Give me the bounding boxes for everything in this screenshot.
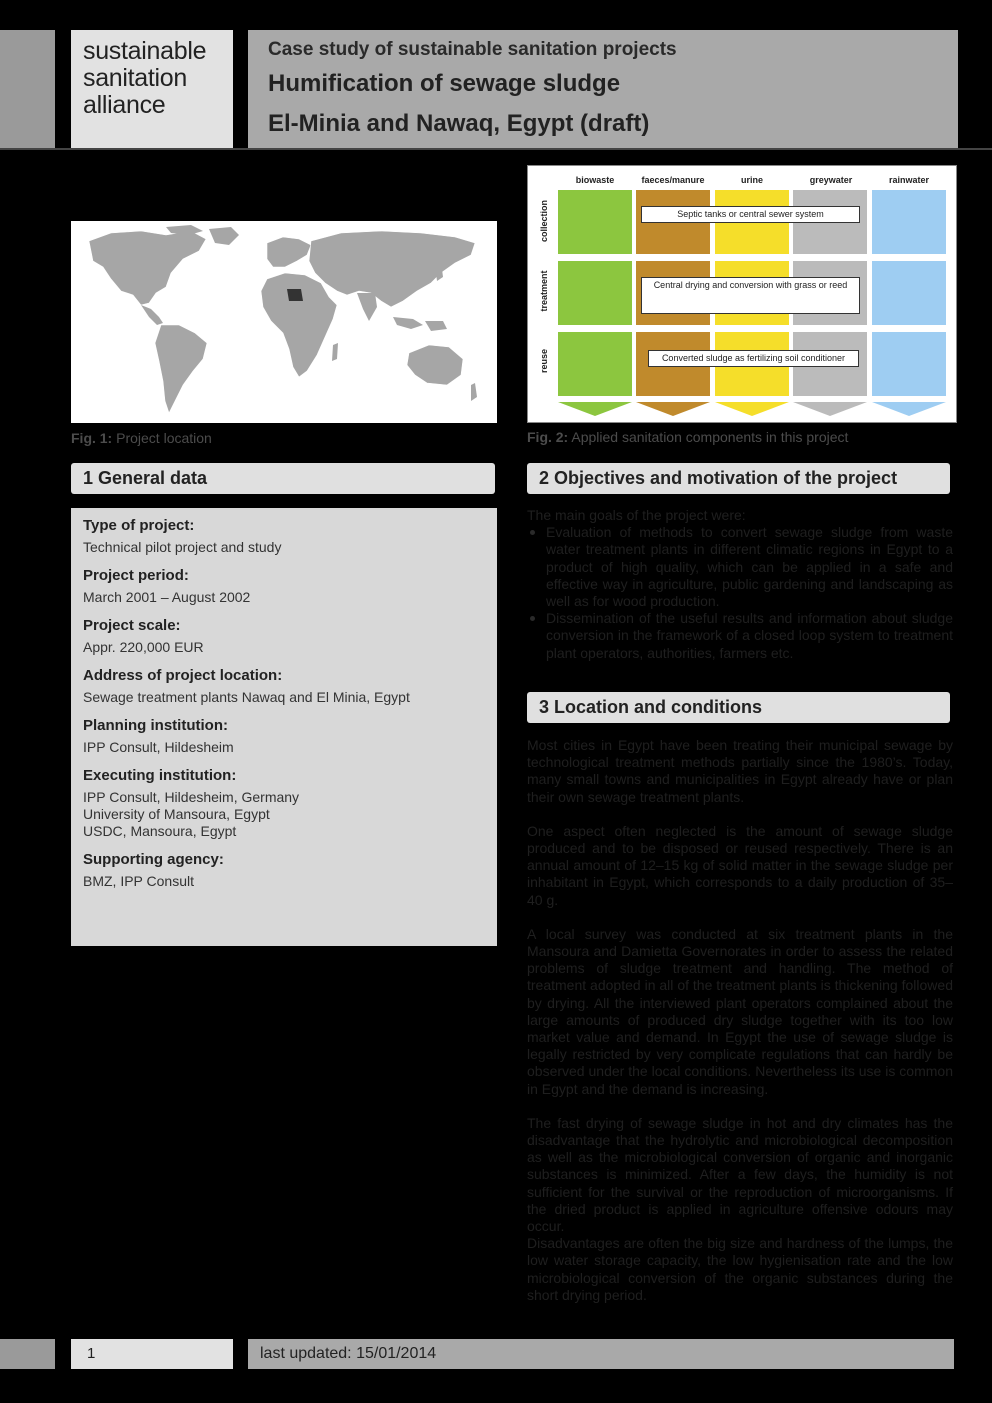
executing-institution-label: Executing institution: (83, 767, 237, 784)
type-of-project-value: Technical pilot project and study (83, 539, 282, 555)
arrow-urine-icon (715, 402, 789, 416)
row-treatment: treatment (539, 270, 549, 312)
project-scale-label: Project scale: (83, 617, 181, 634)
row-collection: collection (539, 200, 549, 243)
logo-line-1: sustainable (83, 37, 207, 65)
sanitation-components-diagram (527, 165, 957, 423)
section-2-intro: The main goals of the project were: (527, 507, 746, 523)
section-3-paragraph: A local survey was conducted at six treatment plants in the Mansoura and Damietta Governorates in order to assess the related problems of sludge treatment and handling. The method of treatment adopted in all of the treatment plants is thickening followed by drying. All the interviewed plant operators complained about the large amounts of produced dry sludge together with its too low market value and demand. In Egypt the use of sewage sludge is legally restricted by very complicate regulations that can hardly be observed under the local conditions. Nevertheless its use is common in Egypt and the demand is increasing. (527, 925, 953, 1097)
arrow-rainwater-icon (872, 402, 946, 416)
supporting-agency-label: Supporting agency: (83, 851, 224, 868)
list-item: Dissemination of the useful results and information about sludge conversion in the framework of a closed loop system to treatment plant operators, authorities, farmers etc. (527, 610, 953, 662)
general-data-item (83, 766, 485, 840)
logo-line-2: sanitation (83, 64, 188, 92)
document-location-title: El-Minia and Nawaq, Egypt (draft) (268, 110, 650, 137)
list-item: Evaluation of methods to convert sewage sludge from waste water treatment plants in different climatic regions in Egypt to a product of high quality, which can be applied in a safe and effective way in agriculture, public gardening and landscaping as well as for wood production. (527, 524, 953, 610)
ssa-logo (71, 30, 233, 148)
objectives-list (527, 524, 953, 662)
label-collection: Septic tanks or central sewer system (641, 206, 860, 223)
column-greywater: greywater (809, 175, 853, 185)
logo-line-3: alliance (83, 91, 166, 119)
figure-2-prefix: Fig. 2: (527, 429, 569, 445)
general-data-item (83, 566, 485, 606)
cell-biowaste-collection (558, 190, 632, 254)
label-treatment: Central drying and conversion with grass or reed (641, 277, 860, 314)
section-3-paragraph: Disadvantages are often the big size and hardness of the lumps, the low water storage capacity, the low hygienisation rate and the low microbiological conversion of the organic substances during the short drying period. (527, 1235, 953, 1303)
document-subtitle: Case study of sustainable sanitation projects (268, 39, 677, 60)
section-3-heading: 3 Location and conditions (527, 692, 950, 723)
column-urine: urine (740, 175, 763, 185)
cell-biowaste-reuse (558, 332, 632, 396)
egypt-highlight (287, 289, 303, 301)
column-rainwater: rainwater (888, 175, 930, 185)
figure-2-text: Applied sanitation components in this project (568, 429, 849, 445)
figure-2-caption (527, 429, 848, 445)
document-title: Humification of sewage sludge (268, 70, 621, 97)
general-data-panel (71, 508, 497, 946)
figure-1-prefix: Fig. 1: (71, 430, 113, 446)
header-title-bar (248, 30, 958, 148)
address-value: Sewage treatment plants Nawaq and El Minia, Egypt (83, 689, 410, 705)
world-map-figure (71, 221, 497, 423)
footer-left-strip (0, 1339, 55, 1369)
arrow-biowaste-icon (558, 402, 632, 416)
executing-institution-value-2: University of Mansoura, Egypt (83, 806, 270, 822)
arrow-greywater-icon (793, 402, 867, 416)
section-1-heading: 1 General data (71, 463, 495, 494)
section-3-paragraph: One aspect often neglected is the amount of sewage sludge produced and to be disposed or reused respectively. There is an annual amount of 12–15 kg of solid matter in the sewage sludge per inhabitant in Egypt, which corresponds to a daily production of 35–40 g. (527, 822, 953, 908)
supporting-agency-value: BMZ, IPP Consult (83, 873, 195, 889)
world-map-icon (71, 221, 497, 423)
address-label: Address of project location: (83, 667, 283, 684)
general-data-item (83, 666, 485, 706)
label-reuse: Converted sludge as fertilizing soil conditioner (648, 350, 859, 367)
executing-institution-value-1: IPP Consult, Hildesheim, Germany (83, 789, 300, 805)
general-data-item (83, 616, 485, 656)
section-3-paragraph: The fast drying of sewage sludge in hot and dry climates has the disadvantage that the hydrolytic and microbiological decomposition as well as the microbiological conversion of organic and inorganic substances is minimized. After a few days, the humidity is not sufficient for the survival or the reproduction of microorganisms. If the dried product is applied in agriculture offensive odours may occur. (527, 1114, 953, 1235)
executing-institution-value-3: USDC, Mansoura, Egypt (83, 823, 237, 839)
section-3-body (527, 737, 953, 1304)
row-reuse: reuse (539, 348, 549, 374)
figure-1-caption (71, 430, 212, 446)
project-period-label: Project period: (83, 567, 189, 584)
arrow-faeces-icon (636, 402, 710, 416)
project-period-value: March 2001 – August 2002 (83, 589, 251, 605)
cell-rainwater-reuse (872, 332, 946, 396)
last-updated: last updated: 15/01/2014 (248, 1339, 954, 1369)
header-left-strip (0, 30, 55, 148)
section-3-paragraph: Most cities in Egypt have been treating their municipal sewage by technological treatment methods partially since the 1980’s. Today, many small towns and municipalities in Egypt already have or plan their own sewage treatment plants. (527, 737, 953, 805)
cell-rainwater-collection (872, 190, 946, 254)
planning-institution-value: IPP Consult, Hildesheim (83, 739, 234, 755)
figure-1-text: Project location (112, 430, 212, 446)
planning-institution-label: Planning institution: (83, 717, 228, 734)
type-of-project-label: Type of project: (83, 517, 195, 534)
page-number: 1 (71, 1339, 233, 1369)
cell-rainwater-treatment (872, 261, 946, 325)
column-biowaste: biowaste (575, 175, 615, 185)
section-2-heading: 2 Objectives and motivation of the project (527, 463, 950, 494)
column-faeces: faeces/manure (641, 175, 705, 185)
general-data-item (83, 850, 485, 890)
section-2-body (527, 507, 953, 662)
cell-biowaste-treatment (558, 261, 632, 325)
project-scale-value: Appr. 220,000 EUR (83, 639, 204, 655)
header-divider (0, 148, 992, 150)
general-data-item (83, 516, 485, 556)
general-data-item (83, 716, 485, 756)
